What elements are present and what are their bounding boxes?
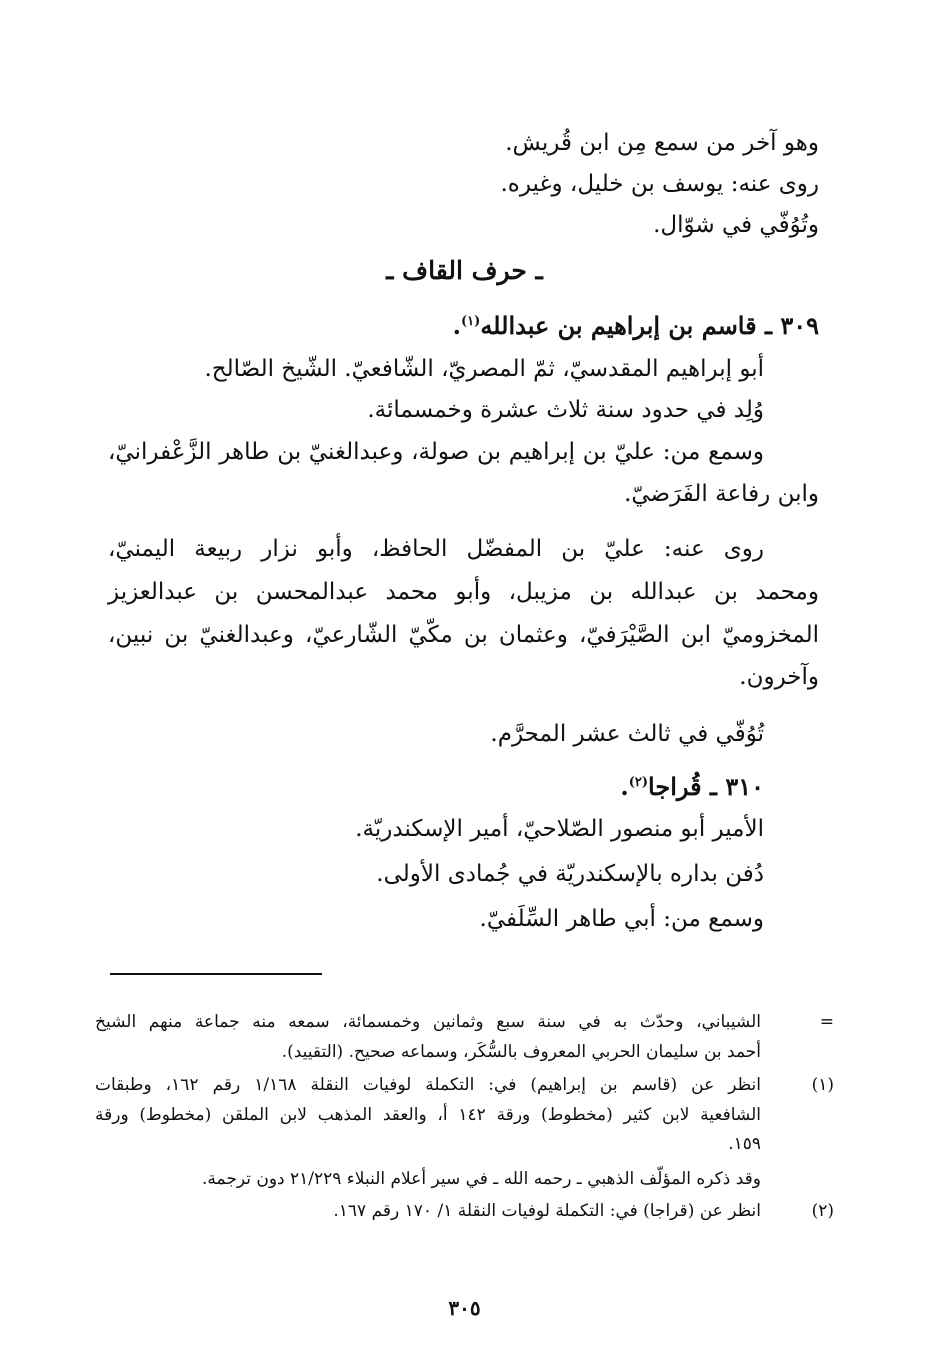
entry-heading-end: . xyxy=(620,772,629,801)
footnote-continuation-mark: = xyxy=(819,1012,834,1032)
body-line: وُلِد في حدود سنة ثلاث عشرة وخمسمائة. xyxy=(367,397,764,423)
entry-heading-text: ٣١٠ ـ قُراجا xyxy=(648,772,764,801)
body-line: الأمير أبو منصور الصّلاحيّ، أمير الإسكندريّة. xyxy=(355,816,764,842)
page-number: ٣٠٥ xyxy=(448,1296,481,1320)
footnote-line: ١٥٩. xyxy=(728,1134,761,1154)
footnote-line: أحمد بن سليمان الحربي المعروف بالسُّكَر، وسماعه صحيح. (التقييد). xyxy=(281,1042,761,1062)
section-heading: ـ حرف القاف ـ xyxy=(386,256,543,285)
entry-309-heading xyxy=(453,305,819,343)
entry-heading-end: . xyxy=(452,311,462,340)
body-line: وسمع من: عليّ بن إبراهيم بن صولة، وعبدالغنيّ بن طاهر الزَّعْفرانيّ، xyxy=(108,439,764,465)
body-line: وهو آخر من سمع مِن ابن قُريش. xyxy=(505,130,819,156)
body-line: تُوُفّي في ثالث عشر المحرَّم. xyxy=(490,721,764,747)
footnote-separator xyxy=(110,973,322,975)
body-line: وسمع من: أبي طاهر السِّلَفيّ. xyxy=(479,906,764,932)
body-line: أبو إبراهيم المقدسيّ، ثمّ المصريّ، الشّافعيّ. الشّيخ الصّالح. xyxy=(204,356,764,382)
body-line: وآخرون. xyxy=(739,664,819,690)
footnote-line: انظر عن (قراجا) في: التكملة لوفيات النقلة ١/ ١٧٠ رقم ١٦٧. xyxy=(333,1201,761,1221)
entry-310-heading xyxy=(620,766,764,804)
body-line: روى عنه: يوسف بن خليل، وغيره. xyxy=(500,171,819,197)
body-line: وابن رفاعة الفَرَضيّ. xyxy=(624,481,819,507)
body-line: دُفن بداره بالإسكندريّة في جُمادى الأولى. xyxy=(376,861,764,887)
body-line: وتُوُفّي في شوّال. xyxy=(653,212,819,238)
footnote-line: وقد ذكره المؤلّف الذهبي ـ رحمه الله ـ في سير أعلام النبلاء ٢١/٢٢٩ دون ترجمة. xyxy=(201,1169,761,1189)
footnote-ref: (١) xyxy=(461,314,481,329)
footnote-ref: (٢) xyxy=(628,775,649,790)
footnote-number: (١) xyxy=(811,1075,834,1095)
body-line: المخزوميّ ابن الصَّيْرَفيّ، وعثمان بن مكّيّ الشّارعيّ، وعبدالغنيّ بن نبين، xyxy=(108,622,819,648)
body-line: ومحمد بن عبدالله بن مزيبل، وأبو محمد عبدالمحسن بن عبدالعزيز xyxy=(108,579,819,605)
footnote-number: (٢) xyxy=(811,1201,834,1221)
entry-heading-text: ٣٠٩ ـ قاسم بن إبراهيم بن عبدالله xyxy=(480,311,819,340)
footnote-line: الشافعية لابن كثير (مخطوط) ورقة ١٤٢ أ، والعقد المذهب لابن الملقن (مخطوط) ورقة xyxy=(95,1105,761,1125)
footnote-line: الشيباني، وحدّث به في سنة سبع وثمانين وخمسمائة، سمعه منه جماعة منهم الشيخ xyxy=(95,1012,761,1032)
body-line: روى عنه: عليّ بن المفضّل الحافظ، وأبو نزار ربيعة اليمنيّ، xyxy=(108,536,764,562)
footnote-line: انظر عن (قاسم بن إبراهيم) في: التكملة لوفيات النقلة ١/١٦٨ رقم ١٦٢، وطبقات xyxy=(95,1075,761,1095)
